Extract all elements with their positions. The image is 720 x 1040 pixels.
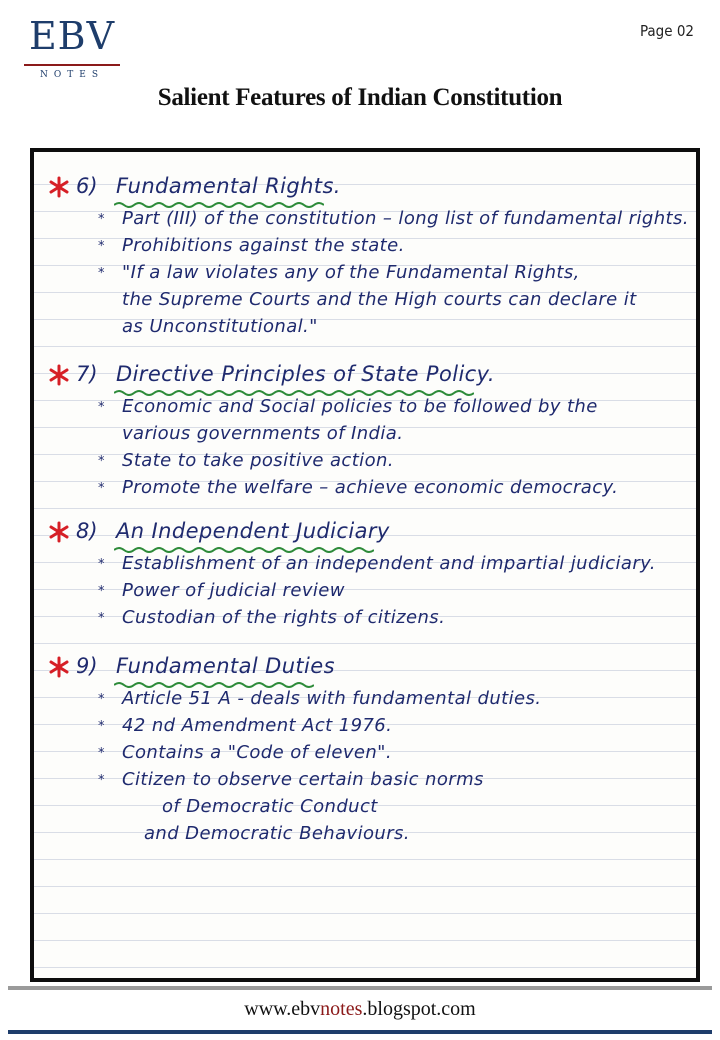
bullet-text: Establishment of an independent and impartial judiciary.: [122, 553, 656, 574]
bullet-text: Article 51 A - deals with fundamental duties.: [122, 688, 542, 709]
asterisk-star-icon: [48, 364, 70, 386]
list-item: [98, 688, 688, 715]
bullet-mark: *: [98, 481, 105, 496]
bullet-text: Power of judicial review: [122, 580, 345, 601]
section-title: An Independent Judiciary: [116, 519, 390, 543]
bullet-mark: *: [98, 212, 105, 227]
bullet-mark: *: [98, 773, 105, 788]
bullet-mark: *: [98, 266, 105, 281]
footer-url-suffix: .blogspot.com: [362, 998, 476, 1020]
bullet-text: Citizen to observe certain basic norms: [122, 769, 484, 790]
footer-divider-top: [8, 986, 712, 990]
footer-url-accent: notes: [320, 998, 363, 1020]
notebook-page: [30, 148, 700, 982]
bullet-continuation: [98, 423, 688, 450]
bullet-list: [98, 688, 688, 850]
bullet-text: Promote the welfare – achieve economic democracy.: [122, 477, 619, 498]
bullet-text: "If a law violates any of the Fundamental Rights,: [122, 262, 580, 283]
bullet-mark: *: [98, 584, 105, 599]
section-title: Directive Principles of State Policy.: [116, 362, 495, 386]
section-number: 6): [76, 174, 98, 198]
list-item: [98, 553, 688, 580]
bullet-mark: *: [98, 746, 105, 761]
logo-wordmark: EBV: [28, 14, 116, 58]
bullet-text: Economic and Social policies to be followed by the: [122, 396, 598, 417]
bullet-mark: *: [98, 400, 105, 415]
logo-divider: [24, 64, 120, 66]
list-item: [98, 262, 688, 289]
footer-website-link[interactable]: [0, 998, 720, 1021]
bullet-text: various governments of India.: [122, 423, 404, 444]
list-item: [98, 208, 688, 235]
list-item: [98, 450, 688, 477]
section-number: 8): [76, 519, 98, 543]
bullet-continuation: [98, 823, 688, 850]
bullet-mark: *: [98, 239, 105, 254]
bullet-continuation: [98, 316, 688, 343]
bullet-text: Contains a "Code of eleven".: [122, 742, 392, 763]
bullet-text: Prohibitions against the state.: [122, 235, 405, 256]
bullet-mark: *: [98, 692, 105, 707]
footer-divider-bottom: [8, 1030, 712, 1034]
bullet-text: Part (III) of the constitution – long list of fundamental rights.: [122, 208, 689, 229]
bullet-text: of Democratic Conduct: [162, 796, 378, 817]
list-item: [98, 769, 688, 796]
bullet-list: [98, 208, 688, 343]
section-title: Fundamental Rights.: [116, 174, 341, 198]
section-number: 7): [76, 362, 98, 386]
bullet-text: Custodian of the rights of citizens.: [122, 607, 446, 628]
logo-subtitle: NOTES: [40, 70, 104, 80]
bullet-text: 42 nd Amendment Act 1976.: [122, 715, 393, 736]
page-number: Page 02: [639, 22, 694, 40]
bullet-mark: *: [98, 557, 105, 572]
page-title: Salient Features of Indian Constitution: [157, 84, 563, 111]
bullet-mark: *: [98, 719, 105, 734]
section-title: Fundamental Duties: [116, 654, 335, 678]
section-number: 9): [76, 654, 98, 678]
bullet-text: as Unconstitutional.": [122, 316, 318, 337]
bullet-continuation: [98, 289, 688, 316]
bullet-list: [98, 396, 688, 504]
list-item: [98, 477, 688, 504]
ebv-logo: [22, 14, 122, 80]
bullet-text: and Democratic Behaviours.: [144, 823, 410, 844]
list-item: [98, 607, 688, 634]
asterisk-star-icon: [48, 176, 70, 198]
bullet-mark: *: [98, 611, 105, 626]
asterisk-star-icon: [48, 656, 70, 678]
bullet-list: [98, 553, 688, 634]
list-item: [98, 396, 688, 423]
bullet-mark: *: [98, 454, 105, 469]
list-item: [98, 742, 688, 769]
list-item: [98, 580, 688, 607]
bullet-text: State to take positive action.: [122, 450, 394, 471]
bullet-continuation: [98, 796, 688, 823]
bullet-text: the Supreme Courts and the High courts can declare it: [122, 289, 637, 310]
list-item: [98, 715, 688, 742]
footer-url-prefix: www.ebv: [244, 998, 321, 1020]
asterisk-star-icon: [48, 521, 70, 543]
list-item: [98, 235, 688, 262]
